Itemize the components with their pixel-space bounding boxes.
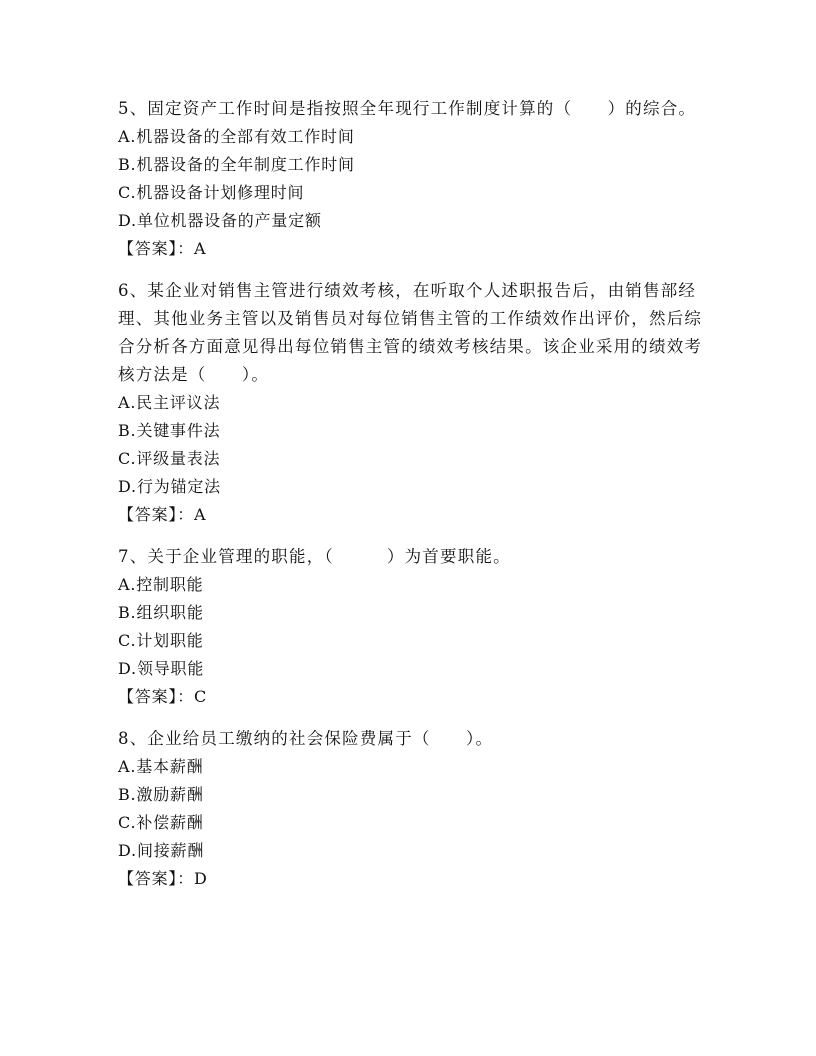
- answer-line: 【答案】：D: [118, 869, 208, 888]
- question-5: [118, 95, 703, 263]
- option-c: C.评级量表法: [118, 449, 221, 468]
- option-b: B.组织职能: [118, 603, 204, 622]
- document-page: [118, 95, 703, 907]
- question-stem: 5、固定资产工作时间是指按照全年现行工作制度计算的（ ）的综合。: [118, 99, 697, 118]
- option-a: A.民主评议法: [118, 393, 221, 412]
- option-d: D.间接薪酬: [118, 841, 205, 860]
- option-d: D.单位机器设备的产量定额: [118, 211, 322, 230]
- question-stem: 7、关于企业管理的职能，（ ）为首要职能。: [118, 547, 511, 566]
- option-a: A.机器设备的全部有效工作时间: [118, 127, 355, 146]
- option-b: B.关键事件法: [118, 421, 221, 440]
- question-7: [118, 543, 703, 711]
- option-b: B.激励薪酬: [118, 785, 204, 804]
- answer-line: 【答案】：C: [118, 687, 208, 706]
- option-b: B.机器设备的全年制度工作时间: [118, 155, 355, 174]
- question-stem: 6、某企业对销售主管进行绩效考核，在听取个人述职报告后，由销售部经理、其他业务主管以及销售员对每位销售主管的工作绩效作出评价，然后综合分析各方面意见得出每位销售主管的绩效考核结果。该企业采用的绩效考核方法是（ ）。: [118, 281, 703, 384]
- question-6: [118, 277, 703, 529]
- option-c: C.计划职能: [118, 631, 204, 650]
- option-d: D.领导职能: [118, 659, 205, 678]
- option-c: C.机器设备计划修理时间: [118, 183, 305, 202]
- option-a: A.基本薪酬: [118, 757, 204, 776]
- option-c: C.补偿薪酬: [118, 813, 204, 832]
- question-8: [118, 725, 703, 893]
- answer-line: 【答案】：A: [118, 239, 207, 258]
- option-d: D.行为锚定法: [118, 477, 221, 496]
- question-stem: 8、企业给员工缴纳的社会保险费属于（ ）。: [118, 729, 494, 748]
- option-a: A.控制职能: [118, 575, 204, 594]
- answer-line: 【答案】：A: [118, 505, 207, 524]
